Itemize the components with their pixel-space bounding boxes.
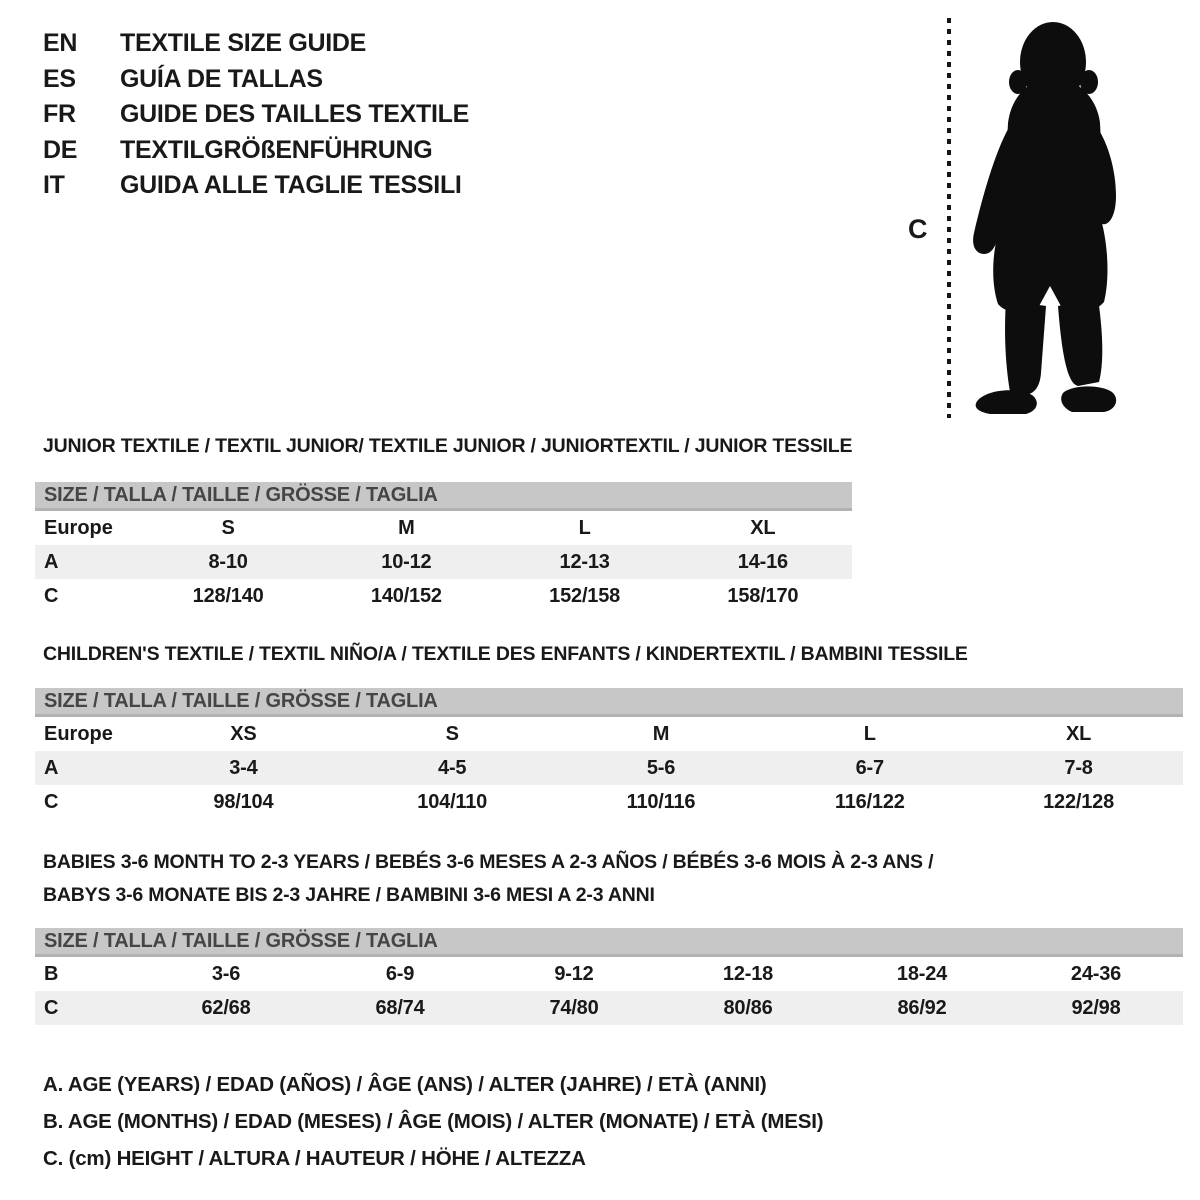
language-row [43, 168, 469, 204]
table-row [35, 717, 1183, 751]
section-heading-babies-line2: BABYS 3-6 MONATE BIS 2-3 JAHRE / BAMBINI 3-6 MESI A 2-3 ANNI [43, 884, 655, 906]
toddler-silhouette [958, 18, 1143, 418]
table-cell: 4-5 [438, 756, 467, 779]
table-row [35, 785, 1183, 819]
language-code: FR [43, 100, 76, 129]
table-cell: L [863, 722, 876, 745]
table-cell: 128/140 [192, 584, 264, 607]
table-cell: 5-6 [646, 756, 676, 779]
guide-title: GUIDE DES TAILLES TEXTILE [120, 100, 470, 129]
guide-title: GUÍA DE TALLAS [120, 64, 323, 93]
table-cell: 10-12 [381, 550, 432, 573]
table-row [35, 579, 852, 613]
section-heading-babies-line1: BABIES 3-6 MONTH TO 2-3 YEARS / BEBÉS 3-6 MESES A 2-3 AÑOS / BÉBÉS 3-6 MOIS À 2-3 ANS / [43, 851, 934, 873]
row-label: A [44, 550, 59, 573]
table-cell: 140/152 [370, 584, 442, 607]
height-measure-label: C [908, 214, 928, 244]
language-row [43, 97, 469, 133]
table-cell: 74/80 [549, 996, 599, 1019]
table-cell: 116/122 [834, 790, 905, 813]
row-label: C [44, 584, 59, 607]
height-measure-dashed-line [947, 18, 951, 418]
table-cell: 98/104 [213, 790, 274, 813]
table-header-bar: SIZE / TALLA / TAILLE / GRÖSSE / TAGLIA [35, 928, 1183, 957]
language-code: ES [43, 64, 76, 93]
table-row [35, 545, 852, 579]
table-cell: 18-24 [896, 962, 948, 985]
size-table-junior [35, 482, 852, 613]
row-label: Europe [44, 516, 113, 539]
table-cell: XL [1066, 722, 1092, 745]
table-cell: 12-18 [722, 962, 774, 985]
table-cell: XS [230, 722, 257, 745]
table-cell: 80/86 [723, 996, 773, 1019]
table-row [35, 957, 1183, 991]
table-cell: 6-9 [385, 962, 415, 985]
section-heading-babies [43, 846, 933, 912]
table-cell: 8-10 [208, 550, 248, 573]
table-cell: 122/128 [1043, 790, 1115, 813]
table-cell: 3-6 [211, 962, 241, 985]
legend-line-height: C. (cm) HEIGHT / ALTURA / HAUTEUR / HÖHE / ALTEZZA [43, 1146, 586, 1170]
row-label: C [44, 996, 59, 1019]
table-header-bar: SIZE / TALLA / TAILLE / GRÖSSE / TAGLIA [35, 482, 852, 511]
row-label: A [44, 756, 59, 779]
table-cell: 7-8 [1064, 756, 1093, 779]
table-cell: 14-16 [737, 550, 788, 573]
size-table-children [35, 688, 1183, 819]
table-row [35, 751, 1183, 785]
language-code: IT [43, 171, 65, 200]
language-title-list [43, 26, 469, 204]
table-cell: 152/158 [549, 584, 621, 607]
table-row [35, 991, 1183, 1025]
legend-line-age-years: A. AGE (YEARS) / EDAD (AÑOS) / ÂGE (ANS) / ALTER (JAHRE) / ETÀ (ANNI) [43, 1072, 767, 1096]
row-label: Europe [44, 722, 113, 745]
section-heading-junior: JUNIOR TEXTILE / TEXTIL JUNIOR/ TEXTILE JUNIOR / JUNIORTEXTIL / JUNIOR TESSILE [43, 435, 853, 457]
table-cell: 68/74 [375, 996, 425, 1019]
table-header-bar: SIZE / TALLA / TAILLE / GRÖSSE / TAGLIA [35, 688, 1183, 717]
language-code: DE [43, 135, 78, 164]
table-cell: 6-7 [855, 756, 884, 779]
table-cell: 3-4 [229, 756, 258, 779]
table-cell: S [221, 516, 235, 539]
language-row [43, 62, 469, 98]
table-cell: S [445, 722, 459, 745]
section-heading-children: CHILDREN'S TEXTILE / TEXTIL NIÑO/A / TEXTILE DES ENFANTS / KINDERTEXTIL / BAMBINI TESSILE [43, 643, 968, 665]
guide-title: TEXTILE SIZE GUIDE [120, 29, 367, 58]
language-row [43, 26, 469, 62]
table-cell: 86/92 [897, 996, 947, 1019]
table-cell: XL [750, 516, 776, 539]
table-cell: 24-36 [1070, 962, 1122, 985]
legend-line-age-months: B. AGE (MONTHS) / EDAD (MESES) / ÂGE (MOIS) / ALTER (MONATE) / ETÀ (MESI) [43, 1109, 824, 1133]
language-code: EN [43, 29, 78, 58]
language-row [43, 133, 469, 169]
table-cell: 9-12 [554, 962, 594, 985]
table-cell: 62/68 [201, 996, 251, 1019]
toddler-silhouette-shape [973, 22, 1116, 414]
guide-title: TEXTILGRÖßENFÜHRUNG [120, 135, 433, 164]
table-row [35, 511, 852, 545]
table-cell: 158/170 [727, 584, 799, 607]
guide-title: GUIDA ALLE TAGLIE TESSILI [120, 171, 462, 200]
table-cell: 110/116 [626, 790, 696, 813]
table-cell: 12-13 [559, 550, 610, 573]
table-cell: M [652, 722, 670, 745]
row-label: B [44, 962, 59, 985]
legend [43, 1066, 823, 1177]
table-cell: L [578, 516, 591, 539]
table-cell: M [398, 516, 415, 539]
table-cell: 92/98 [1071, 996, 1121, 1019]
size-table-babies [35, 928, 1183, 1025]
table-cell: 104/110 [417, 790, 488, 813]
row-label: C [44, 790, 59, 813]
